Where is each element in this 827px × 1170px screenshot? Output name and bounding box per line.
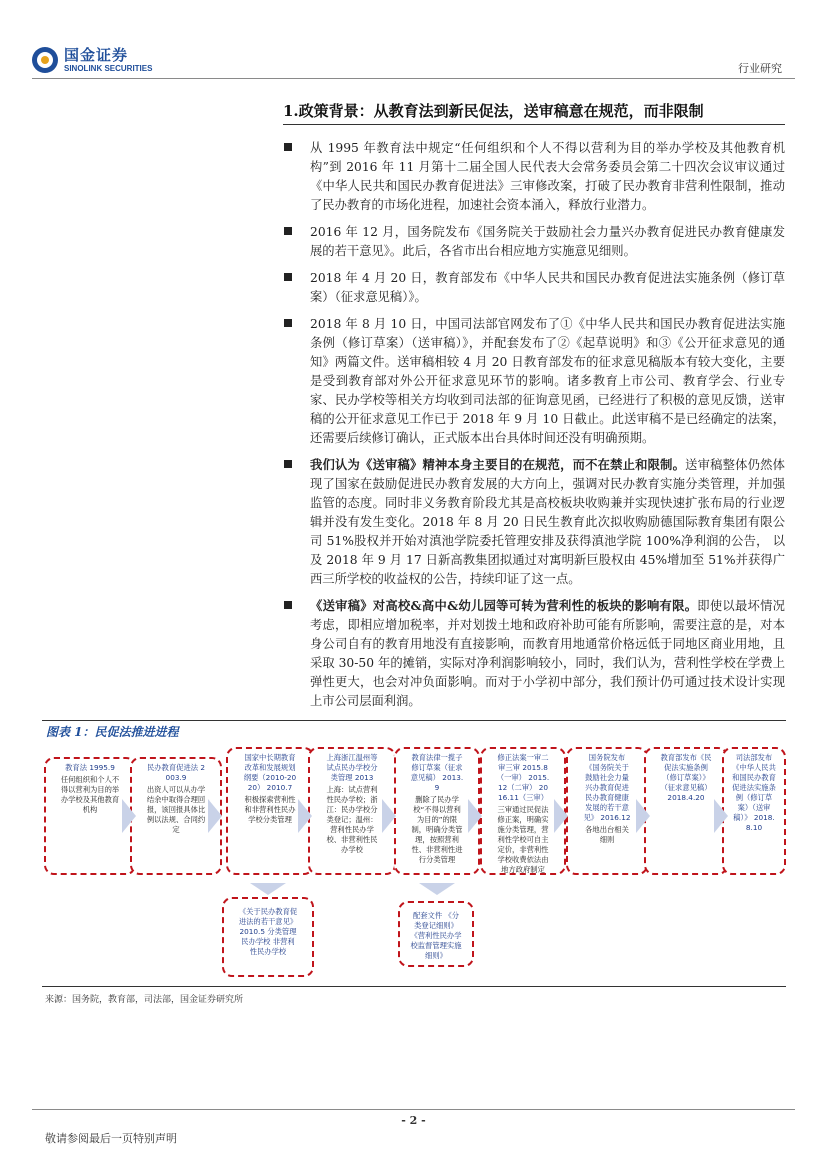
figure-title: 图表 1：民促法推进进程 xyxy=(46,725,179,739)
timeline-box-1: 教育法 1995.9 任何组织和个人不得以营利为目的举办学校及其他教育机构 xyxy=(44,757,136,875)
arrow-icon xyxy=(298,799,312,833)
title-rule xyxy=(283,124,785,125)
logo-en-text: SINOLINK SECURITIES xyxy=(64,63,153,73)
arrow-icon xyxy=(468,799,482,833)
paragraph-2: 2016 年 12 月，国务院发布《国务院关于鼓励社会力量兴办教育促进民办教育健康发展的若干意见》。此后，各省市出台相应地方实施意见细则。 xyxy=(283,222,785,261)
timeline-box-6: 修正法案一审二审三审 2015.8（一审） 2015.12（二审） 2016.11（三审） 三审通过民促法修正案，明确实施分类管理，营利性学校可自主定价，非营利性学校收费依法由地方政府制定 xyxy=(480,747,566,875)
bullet-icon xyxy=(284,227,292,235)
sub-box-1: 《关于民办教育促进法的若干意见》 2010.5 分类管理 民办学校 非营利性民办学校 xyxy=(222,897,314,977)
page-header xyxy=(0,0,827,84)
timeline-box-9: 司法部发布《中华人民共和国民办教育促进法实施条例（修订草案）（送审稿）》 2018.8.10 xyxy=(722,747,786,875)
body-paragraphs xyxy=(283,138,785,718)
logo-icon xyxy=(32,47,58,73)
timeline-figure xyxy=(42,743,786,983)
arrow-icon xyxy=(636,799,650,833)
down-arrow-icon xyxy=(250,883,286,895)
timeline-box-2: 民办教育促进法 2003.9 出资人可以从办学结余中取得合理回报，该回报具体比例以法规、合同约定 xyxy=(130,757,222,875)
arrow-icon xyxy=(122,799,136,833)
logo-cn-text: 国金证券 xyxy=(64,45,129,64)
timeline-box-3: 国家中长期教育改革和发展规划纲要（2010-2020） 2010.7 积极探索营利性和非营利性民办学校分类管理 xyxy=(226,747,314,875)
bullet-icon xyxy=(284,460,292,468)
report-category: 行业研究 xyxy=(738,62,782,75)
paragraph-6: 《送审稿》对高校&高中&幼儿园等可转为营利性的板块的影响有限。即使以最坏情况考虑，即相应增加税率，并对划拨土地和政府补助可能有所影响，需要注意的是，对本身公司自有的教育用地没有直接影响，而教育用地通常价格远低于同地区商业用地，且采取 30-50 年的摊销，实际对净利润影响较小，同时，我们认为，营利性学校在学费上弹性更大，也会对冲负面影响。而对于小学初中部分，我们预计仍可通过技术设计实现上市公司层面利润。 xyxy=(283,596,785,711)
figure-bottom-rule xyxy=(42,986,786,987)
timeline-box-4: 上海浙江温州等试点民办学校分类管理 2013 上海：试点营利性民办学校；浙江：民办学校分类登记；温州：营利性民办学校、非营利性民办学校 xyxy=(308,747,396,875)
bullet-icon xyxy=(284,319,292,327)
bullet-icon xyxy=(284,273,292,281)
company-logo xyxy=(32,47,152,73)
timeline-box-7: 国务院发布《国务院关于鼓励社会力量兴办教育促进民办教育健康发展的若干意见》 2016.12 各地出台相关细则 xyxy=(566,747,648,875)
arrow-icon xyxy=(208,799,222,833)
timeline-box-5: 教育法律一揽子修订草案（征求意见稿） 2013.9 删除了民办学校“不得以营利为目的”的限制，明确分类管理，按照营利性、非营利性进行分类管理 xyxy=(394,747,480,875)
figure-header xyxy=(42,720,786,741)
header-divider xyxy=(32,78,795,79)
paragraph-3: 2018 年 4 月 20 日，教育部发布《中华人民共和国民办教育促进法实施条例（修订草案）（征求意见稿）》。 xyxy=(283,268,785,307)
disclaimer-note: 敬请参阅最后一页特别声明 xyxy=(45,1132,177,1145)
bullet-icon xyxy=(284,143,292,151)
timeline-box-8: 教育部发布《民促法实施条例（修订草案）》（征求意见稿） 2018.4.20 xyxy=(644,747,728,875)
figure-source: 来源：国务院，教育部，司法部，国金证券研究所 xyxy=(45,995,244,1005)
section-title: 1.政策背景：从教育法到新民促法，送审稿意在规范，而非限制 xyxy=(283,102,704,120)
sub-box-2: 配套文件 《分类登记细则》 《营利性民办学校监督管理实施细则》 xyxy=(398,901,474,967)
arrow-icon xyxy=(382,799,396,833)
bullet-icon xyxy=(284,601,292,609)
arrow-icon xyxy=(554,799,568,833)
paragraph-5: 我们认为《送审稿》精神本身主要目的在规范，而不在禁止和限制。送审稿整体仍然体现了国家在鼓励促进民办教育发展的大方向上，强调对民办教育实施分类管理，并加强监管的态度。同时非义务教育阶段尤其是高校板块收购兼并实现快速扩张布局的行业逻辑并没有发生变化。2018 年 8 月 20 日民生教育此次拟收购励德国际教育集团有限公司 51%股权并开始对滇池学院委托管理安排及获得滇池学院 100%净利润的公告， 以及 2018 年 9 月 17 日新高教集团拟通过对寓明新巨股权由 45%增加至 51%并获得广西三所学校的收益权的公告，持续印证了这一点。 xyxy=(283,455,785,589)
page-number: - 2 - xyxy=(401,1114,426,1127)
paragraph-4: 2018 年 8 月 10 日，中国司法部官网发布了①《中华人民共和国民办教育促进法实施条例（修订草案）（送审稿）》，并配套发布了②《起草说明》和③《公开征求意见的通知》两篇文件。送审稿相较 4 月 20 日教育部发布的征求意见稿版本有较大变化，主要是受到教育部对外公开征求意见环节的影响。诸多教育上市公司、教育学会、行业专家、民办学校等相关方均收到司法部的征询意见函，已经进行了积极的意见反馈，送审稿的公开征求意见工作已于 2018 年 9 月 10 日截止。此送审稿不是已经确定的法案，还需要后续修订确认，正式版本出台具体时间还没有明确预期。 xyxy=(283,314,785,448)
paragraph-1: 从 1995 年教育法中规定“任何组织和个人不得以营利为目的举办学校及其他教育机构”到 2016 年 11 月第十二届全国人民代表大会常务委员会第二十四次会议审议通过《中华人民共和国民办教育促进法》三审修改案，打破了民办教育非营利性限制，推动了民办教育的市场化进程，加速社会资本涌入，释放行业潜力。 xyxy=(283,138,785,215)
arrow-icon xyxy=(714,799,728,833)
down-arrow-icon xyxy=(419,883,455,895)
footer-divider xyxy=(32,1109,795,1110)
